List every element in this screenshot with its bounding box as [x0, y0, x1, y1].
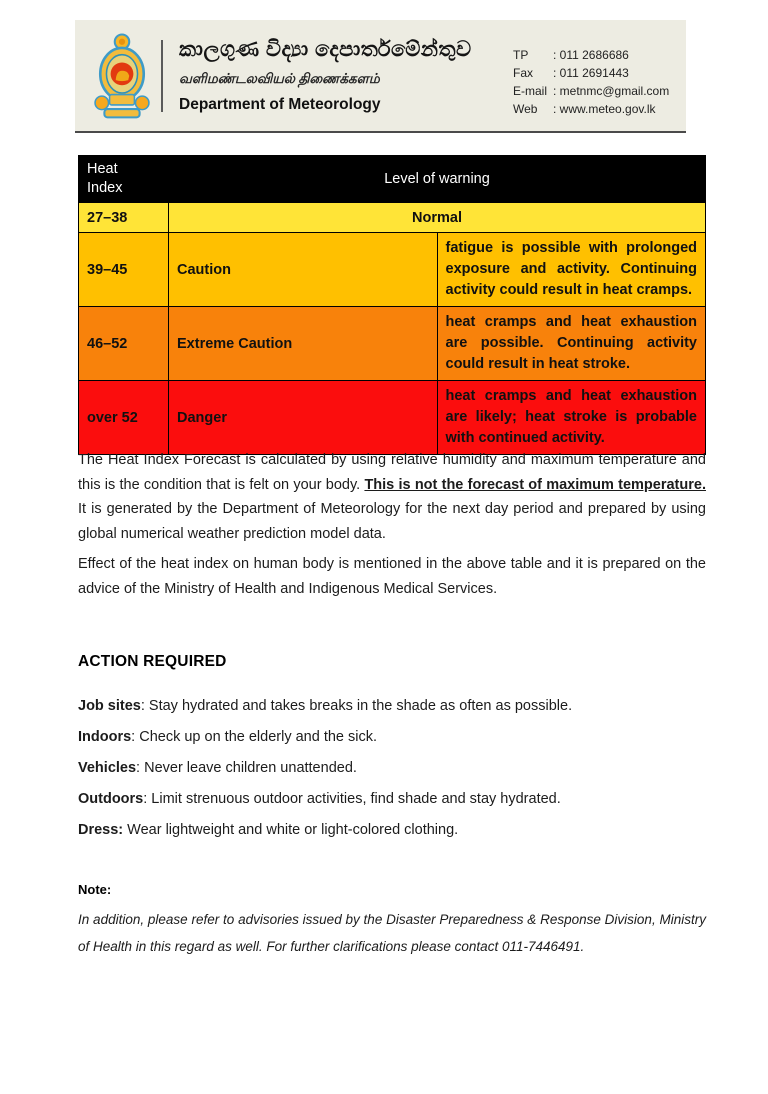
intro-text-1: The Heat Index Forecast is calculated by using relative humidity and maximum temperature and this is the condition that is felt on your body.: [78, 452, 706, 493]
action-item-vehicles: [78, 758, 706, 778]
contact-label: E-mail: [513, 84, 548, 98]
table-row-normal: [79, 203, 706, 233]
contact-value: : www.meteo.gov.lk: [553, 100, 655, 118]
contact-value: : metnmc@gmail.com: [553, 82, 669, 100]
action-item-label: Indoors: [78, 729, 132, 745]
sri-lanka-emblem-icon: [93, 32, 151, 124]
intro-paragraph: [78, 448, 706, 546]
level-cell: Danger: [169, 381, 438, 455]
action-item-label: Job sites: [78, 698, 141, 714]
table-row-caution: [79, 233, 706, 307]
level-cell: Normal: [169, 203, 706, 233]
range-cell: 27–38: [79, 203, 169, 233]
contact-label: TP: [513, 48, 529, 62]
effect-paragraph: Effect of the heat index on human body is mentioned in the above table and it is prepared on the advice of the Ministry of Health and Indigenous Medical Services.: [78, 556, 706, 597]
org-name-sinhala: කාලගුණ විද්‍යා දෙපාර්තමේන්තුව: [179, 38, 472, 61]
contact-row-fax: [513, 64, 681, 82]
description-cell: fatigue is possible with prolonged exposure and activity. Continuing activity could result in heat cramps.: [437, 233, 706, 307]
action-item-text: Wear lightweight and white or light-colored clothing.: [123, 822, 459, 838]
action-item-job-sites: [78, 696, 706, 716]
contact-row-email: [513, 82, 681, 100]
heat-index-column-header: Heat Index: [79, 156, 169, 203]
range-cell: over 52: [79, 381, 169, 455]
action-item-text: : Limit strenuous outdoor activities, find shade and stay hydrated.: [143, 791, 561, 807]
letterhead: [75, 20, 686, 133]
note-text: In addition, please refer to advisories issued by the Disaster Preparedness & Response Division, Ministry of Health in this regard as well. For further clarifications please contact 011-7446491.: [78, 912, 706, 954]
org-name-english: Department of Meteorology: [179, 96, 381, 113]
level-cell: Extreme Caution: [169, 307, 438, 381]
table-header-row: [79, 156, 706, 203]
action-item-text: : Stay hydrated and takes breaks in the shade as often as possible.: [140, 698, 573, 714]
action-item-label: Vehicles: [78, 760, 137, 776]
table-row-danger: [79, 381, 706, 455]
contact-value: : 011 2691443: [553, 64, 629, 82]
letterhead-divider: [161, 40, 163, 112]
action-item-label: Dress:: [78, 822, 124, 838]
table-row-extreme-caution: [79, 307, 706, 381]
action-required-heading: ACTION REQUIRED: [78, 653, 227, 670]
contact-row-tp: [513, 46, 681, 64]
description-cell: heat cramps and heat exhaustion are possible. Continuing activity could result in heat stroke.: [437, 307, 706, 381]
note-label: Note:: [78, 882, 112, 897]
contact-value: : 011 2686686: [553, 46, 629, 64]
heat-index-table: [78, 155, 706, 455]
action-item-text: : Check up on the elderly and the sick.: [131, 729, 378, 745]
range-cell: 46–52: [79, 307, 169, 381]
action-list: [78, 696, 706, 840]
organization-names: [179, 36, 499, 115]
action-item-text: : Never leave children unattended.: [136, 760, 357, 776]
action-item-indoors: [78, 727, 706, 747]
action-item-label: Outdoors: [78, 791, 144, 807]
document-body: [78, 448, 706, 960]
action-item-dress: [78, 820, 706, 840]
level-of-warning-column-header: Level of warning: [169, 156, 706, 203]
contact-block: [513, 46, 681, 118]
level-cell: Caution: [169, 233, 438, 307]
description-cell: heat cramps and heat exhaustion are likely; heat stroke is probable with continued activity.: [437, 381, 706, 455]
intro-emphasis: This is not the forecast of maximum temperature.: [364, 476, 706, 493]
contact-label: Web: [513, 102, 538, 116]
action-item-outdoors: [78, 789, 706, 809]
contact-row-web: [513, 100, 681, 118]
contact-label: Fax: [513, 66, 534, 80]
org-name-tamil: வளிமண்டலவியல் திணைக்களம்: [179, 71, 380, 86]
intro-text-2: It is generated by the Department of Meteorology for the next day period and prepared by using global numerical weather prediction model data.: [78, 501, 706, 542]
range-cell: 39–45: [79, 233, 169, 307]
